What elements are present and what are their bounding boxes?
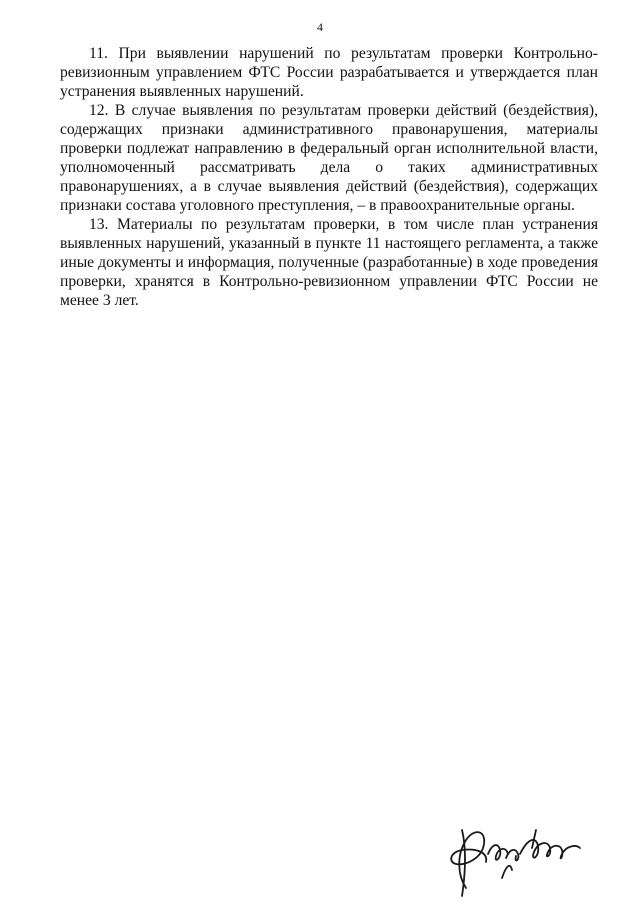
paragraph-11: 11. При выявлении нарушений по результатам проверки Контрольно-ревизионным управлением ФТС России разрабатывается и утверждается план устранения выявленных нарушений. [60, 45, 598, 100]
document-body [60, 44, 598, 310]
paragraph-13: 13. Материалы по результатам проверки, в том числе план устранения выявленных нарушений, указанный в пункте 11 настоящего регламента, а также иные документы и информация, полученные (разработанные) в ходе проведения проверки, хранятся в Контрольно-ревизионном управлении ФТС России не менее 3 лет. [60, 216, 598, 309]
page-number: 4 [317, 20, 323, 34]
handwritten-signature [436, 818, 596, 898]
paragraph-12: 12. В случае выявления по результатам проверки действий (бездействия), содержащих признаки административного правонарушения, материалы проверки подлежат направлению в федеральный орган исполнительной власти, уполномоченный рассматривать дела о таких административных правонарушениях, а в случае выявления действий (бездействия), содержащих признаки состава уголовного преступления, – в правоохранительные органы. [60, 102, 598, 214]
